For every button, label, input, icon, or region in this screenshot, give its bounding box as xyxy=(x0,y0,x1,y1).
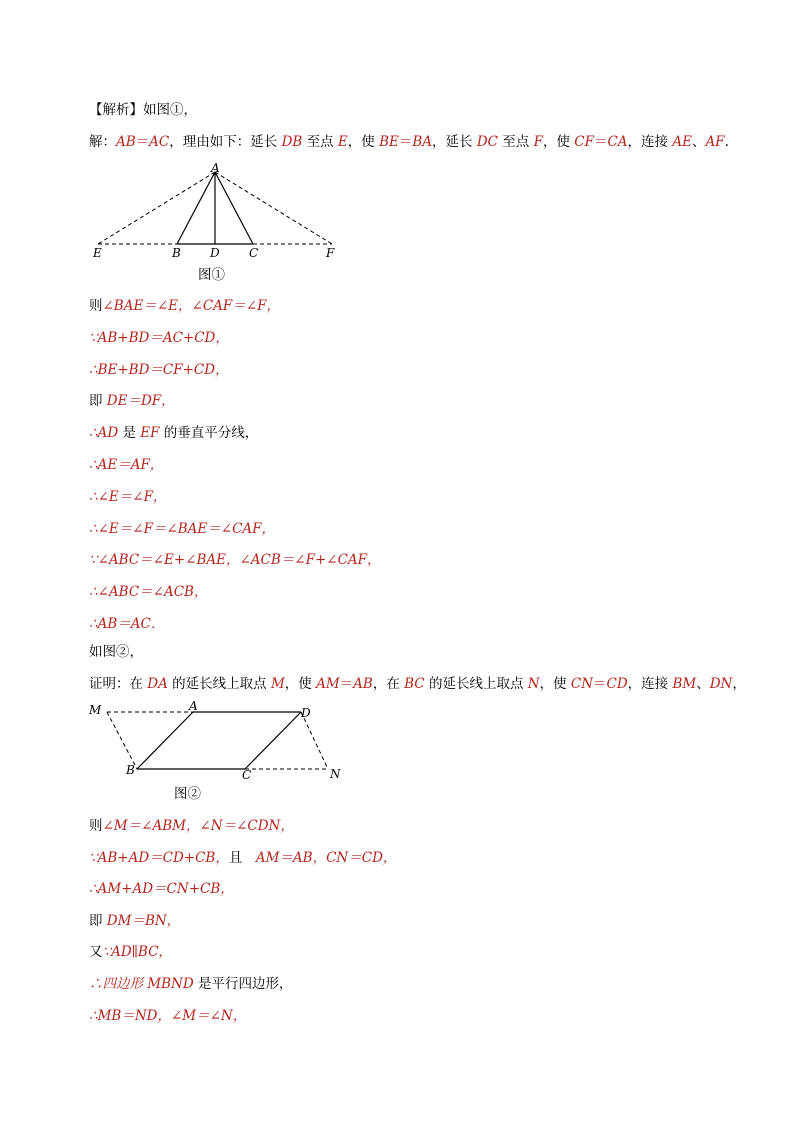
line-math: ∴AB＝AC． xyxy=(89,615,165,632)
p1-math: ＝ xyxy=(398,134,413,150)
line-text: 即 xyxy=(89,393,107,410)
p1-math: CA xyxy=(607,134,628,150)
line-math: ∵AB+BD＝AC+CD， xyxy=(89,329,229,346)
p2-math: ＝ xyxy=(593,676,607,692)
proof-line xyxy=(89,1001,396,1033)
line-math: ∴四边形 MBND xyxy=(89,975,194,992)
p1-math: DB xyxy=(281,134,303,150)
p1-math: BA xyxy=(412,134,433,150)
figure-2-intro: 如图②， xyxy=(89,644,143,660)
p1-math: AC xyxy=(149,134,170,150)
point-label-N: N xyxy=(330,767,341,781)
proof-line xyxy=(89,323,381,355)
point-label-F: F xyxy=(326,246,335,260)
line-text: 的垂直平分线， xyxy=(159,425,259,442)
p1-math: BE xyxy=(379,134,399,150)
point-label-C: C xyxy=(242,768,252,782)
p2-math: DA xyxy=(147,676,168,692)
line-text: 是平行四边形， xyxy=(193,975,293,992)
point-label-A: A xyxy=(211,161,220,175)
line-math: ∠M＝∠ABM，∠N＝∠CDN， xyxy=(102,818,294,834)
proof-line xyxy=(89,937,396,969)
line-text: 则 xyxy=(89,818,103,834)
p1-math: F xyxy=(533,134,543,150)
line-math: ∴MB＝ND，∠M＝∠N， xyxy=(89,1007,247,1024)
p2-text: 的延长线上取点 xyxy=(167,676,271,692)
p1-math: AE xyxy=(672,134,692,150)
p2-math: AB xyxy=(353,676,373,692)
point-label-M: M xyxy=(89,703,102,717)
p2-math: CN xyxy=(570,676,594,692)
p1-math: DC xyxy=(476,134,498,150)
p1-text: ，理由如下：延长 xyxy=(169,134,282,150)
proof-line xyxy=(89,545,381,577)
point-label-B: B xyxy=(126,763,135,777)
proof-line xyxy=(89,450,381,482)
line-math: ∴BE+BD＝CF+CD， xyxy=(89,361,229,378)
p2-text: ，使 xyxy=(539,676,571,692)
point-label-C: C xyxy=(249,246,259,260)
p2-math: BC xyxy=(404,676,425,692)
p1-math: CF xyxy=(574,134,594,150)
line-math: DM＝BN， xyxy=(106,912,181,929)
line-math: ∵AB+AD＝CD+CB， xyxy=(89,849,229,866)
proof-line xyxy=(89,418,381,450)
proof-line xyxy=(89,482,381,514)
proof-line xyxy=(89,609,381,641)
p1-math: E xyxy=(337,134,348,150)
p2-math: N xyxy=(527,676,540,692)
p1-text: 、 xyxy=(691,134,706,150)
p1-text: 至点 xyxy=(302,134,338,150)
paragraph-1 xyxy=(89,132,729,152)
p1-text: . xyxy=(724,134,729,150)
point-label-B: B xyxy=(172,246,181,260)
p2-text: 、 xyxy=(696,676,710,692)
line-math: ∴∠E＝∠F， xyxy=(89,488,167,505)
p1-text: ，连接 xyxy=(627,134,673,150)
line-text: 又 xyxy=(89,944,103,961)
proof-line xyxy=(89,355,381,387)
proof-line xyxy=(89,577,381,609)
proof-line xyxy=(89,291,381,323)
header-text: 如图①， xyxy=(143,102,197,118)
p2-text: ，使 xyxy=(284,676,317,692)
figure-1-caption: 图① xyxy=(198,267,225,283)
line-math: ∴∠ABC＝∠ACB， xyxy=(89,584,208,601)
proof-line xyxy=(89,514,381,546)
line-math: ∵∠ABC＝∠E+∠BAE，∠ACB＝∠F+∠CAF， xyxy=(89,552,381,569)
line-math: DE＝DF， xyxy=(106,393,175,410)
p1-text: 至点 xyxy=(497,134,534,150)
p2-text: ，在 xyxy=(372,676,405,692)
point-label-E: E xyxy=(93,246,102,260)
p2-math: AM xyxy=(316,676,340,692)
p2-text: ，连接 xyxy=(627,676,673,692)
proof-line xyxy=(89,874,396,906)
point-label-D: D xyxy=(210,246,220,260)
point-label-A: A xyxy=(189,699,198,713)
line-math: ∴∠E＝∠F＝∠BAE＝∠CAF， xyxy=(89,520,276,537)
p2-math: M xyxy=(270,676,285,692)
proof-line xyxy=(89,386,381,418)
p1-text: ，使 xyxy=(347,134,380,150)
analysis-label: 【解析】 xyxy=(89,102,143,118)
point-label-D: D xyxy=(301,706,311,720)
p2-text: 的延长线上取点 xyxy=(424,676,528,692)
proof-line xyxy=(89,843,396,875)
p2-math: BM xyxy=(672,676,697,692)
p2-text: 证明：在 xyxy=(89,676,148,692)
p1-math: AF xyxy=(705,134,725,150)
figure-1-triangle xyxy=(85,160,355,265)
figure-2-caption: 图② xyxy=(174,786,201,802)
line-text: 是 xyxy=(118,425,141,442)
figure-2-parallelogram xyxy=(85,698,355,783)
p1-text: ，使 xyxy=(542,134,575,150)
proof-1 xyxy=(89,291,381,641)
line-math: ∵AD∥BC， xyxy=(102,944,172,961)
paragraph-2 xyxy=(89,674,746,694)
p2-math: ＝ xyxy=(339,676,354,692)
p1-text: ，延长 xyxy=(432,134,477,150)
proof-2 xyxy=(89,811,396,1032)
line-text: 即 xyxy=(89,912,107,929)
p1-math: AB xyxy=(116,134,136,150)
p2-text: ， xyxy=(732,676,746,692)
solution-header xyxy=(89,100,197,120)
line-math: AM＝AB，CN＝CD， xyxy=(255,849,397,866)
line-math: ∠BAE＝∠E，∠CAF＝∠F， xyxy=(102,298,280,314)
p2-math: DN xyxy=(709,676,733,692)
proof-line xyxy=(89,811,396,843)
line-math: ∴AM+AD＝CN+CB， xyxy=(89,881,234,898)
proof-line xyxy=(89,906,396,938)
line-text: 则 xyxy=(89,298,103,314)
p1-math: ＝ xyxy=(593,134,608,150)
p1-text: 解： xyxy=(89,134,116,150)
line-text: 且 xyxy=(228,849,256,866)
p2-math: CD xyxy=(606,676,628,692)
line-math: EF xyxy=(140,425,160,442)
proof-line xyxy=(89,969,396,1001)
line-math: ∴AE＝AF， xyxy=(89,456,164,473)
p1-math: ＝ xyxy=(135,134,150,150)
line-math: ∴AD xyxy=(89,425,119,442)
